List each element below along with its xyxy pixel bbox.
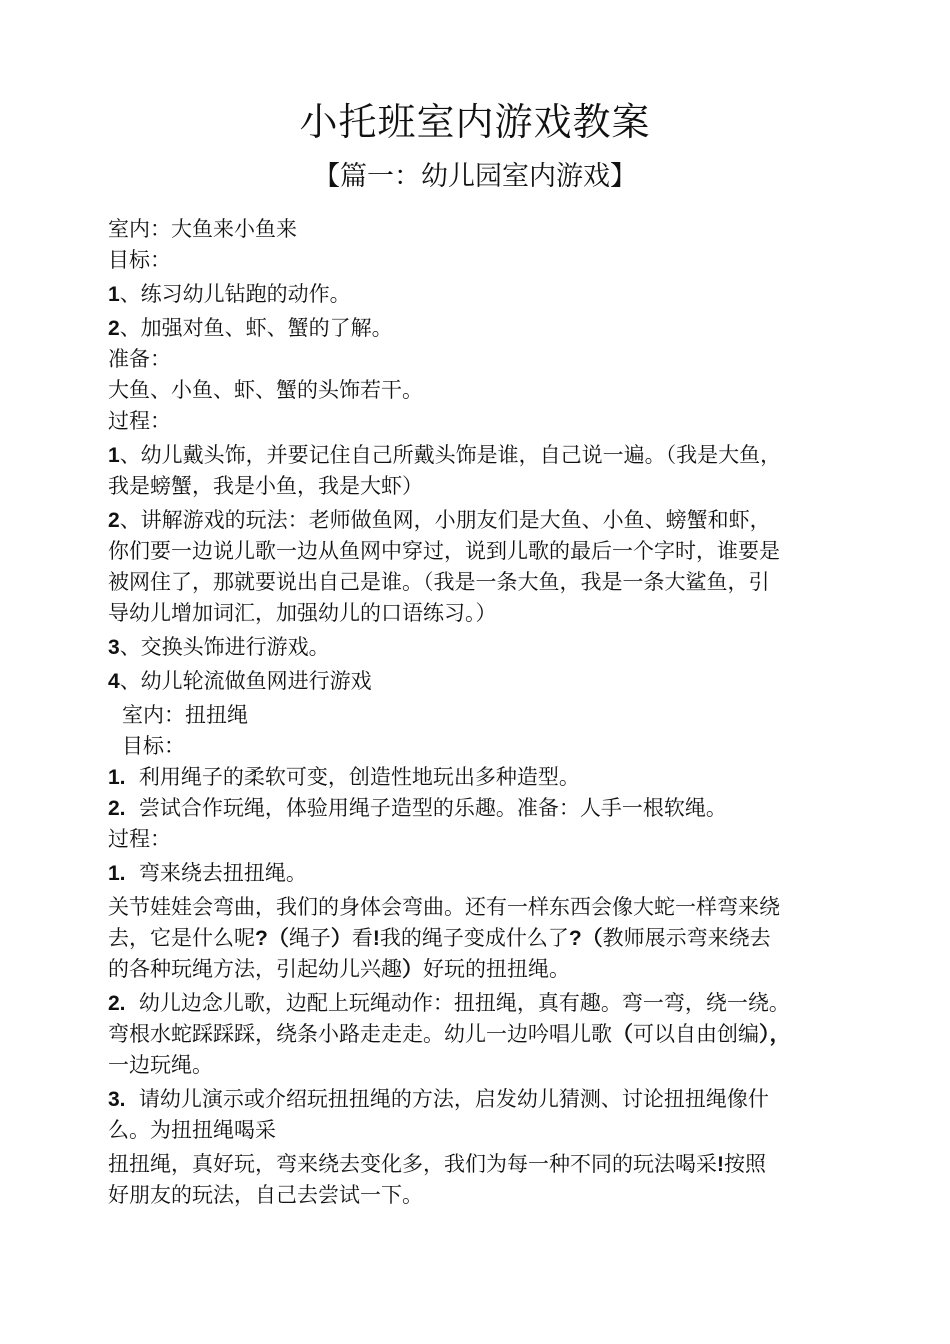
- document-title: 小托班室内游戏教案: [299, 100, 651, 144]
- game2-process-label: 过程：: [108, 827, 171, 851]
- text-run: 教师展示弯来绕去: [602, 926, 771, 950]
- document-subtitle: 【篇一：幼儿园室内游戏】: [313, 161, 637, 192]
- list-text: 利用绳子的柔软可变，创造性地玩出多种造型。: [138, 765, 580, 789]
- text-run: ），: [759, 1023, 791, 1046]
- game1-goal-label: 目标：: [108, 248, 171, 272]
- list-text: 尝试合作玩绳，体验用绳子造型的乐趣。准备：人手一根软绳。: [138, 796, 727, 820]
- list-number: 4: [108, 670, 120, 693]
- list-number: 1: [108, 283, 120, 306]
- list-text: 、幼儿轮流做鱼网进行游戏: [119, 669, 372, 693]
- text-run: 我的绳子变成什么了: [379, 926, 569, 950]
- list-number: 1: [108, 444, 120, 467]
- game1-step-2-cont: 导幼儿增加词汇，加强幼儿的口语练习。）: [108, 601, 497, 625]
- text-run: 好玩的扭扭绳。: [423, 957, 570, 981]
- text-run: 可以自由创编: [633, 1022, 759, 1046]
- text-run: 去，它是什么呢: [108, 926, 255, 950]
- list-text: 、讲解游戏的玩法：老师做鱼网，小朋友们是大鱼、小鱼、螃蟹和虾，: [119, 508, 771, 532]
- game2-paragraph-2: [108, 1149, 870, 1180]
- game1-prep-text: 大鱼、小鱼、虾、蟹的头饰若干。: [108, 378, 423, 402]
- game2-goal-2: [108, 793, 870, 824]
- game2-step-2-cont: [108, 1019, 870, 1050]
- game2-paragraph-1: 关节娃娃会弯曲，我们的身体会弯曲。还有一样东西会像大蛇一样弯来绕: [108, 895, 780, 919]
- game2-paragraph-2-cont: 好朋友的玩法，自己去尝试一下。: [108, 1183, 423, 1207]
- text-run: 扭扭绳，真好玩，弯来绕去变化多，我们为每一种不同的玩法喝采: [108, 1152, 717, 1176]
- game2-paragraph-1-cont: [108, 923, 870, 954]
- text-run: 弯根水蛇踩踩踩，绕条小路走走走。幼儿一边吟唱儿歌: [108, 1022, 612, 1046]
- game1-process-label: 过程：: [108, 409, 171, 433]
- list-text: 、交换头饰进行游戏。: [119, 635, 330, 659]
- document-body: [108, 214, 870, 1211]
- list-text: 、幼儿戴头饰，并要记住自己所戴头饰是谁，自己说一遍。（我是大鱼，: [119, 443, 782, 467]
- game1-step-4: [108, 666, 870, 697]
- list-number: 3: [108, 636, 120, 659]
- list-text: 请幼儿演示或介绍玩扭扭绳的方法，启发幼儿猜测、讨论扭扭绳像什: [138, 1087, 769, 1111]
- text-run: 按照: [724, 1152, 766, 1176]
- list-text: 幼儿边念儿歌，边配上玩绳动作：扭扭绳，真有趣。弯一弯，绕一绕。: [138, 991, 790, 1015]
- game1-prep-label: 准备：: [108, 347, 171, 371]
- game1-step-3: [108, 632, 870, 663]
- list-number: 1.: [108, 766, 126, 789]
- list-text: 弯来绕去扭扭绳。: [138, 861, 307, 885]
- list-number: 2.: [108, 797, 126, 820]
- game2-heading: 室内：扭扭绳: [122, 703, 248, 727]
- game1-goal-2: [108, 313, 870, 344]
- game1-step-2: [108, 505, 870, 536]
- game2-step-2-cont: 一边玩绳。: [108, 1053, 213, 1077]
- text-run: ?（: [255, 927, 289, 950]
- text-run: ）: [402, 958, 423, 981]
- text-run: 绳子: [288, 926, 331, 950]
- list-number: 1.: [108, 862, 126, 885]
- game2-step-3: [108, 1084, 870, 1115]
- text-run: 看: [351, 926, 373, 950]
- list-number: 2.: [108, 992, 126, 1015]
- text-run: 的各种玩绳方法，引起幼儿兴趣: [108, 957, 402, 981]
- game1-step-1-cont: 我是螃蟹，我是小鱼，我是大虾）: [108, 474, 423, 498]
- game1-goal-1: [108, 279, 870, 310]
- game2-step-1: [108, 858, 870, 889]
- game1-step-1: [108, 440, 870, 471]
- text-run: ）: [330, 927, 352, 950]
- list-text: 、练习幼儿钻跑的动作。: [119, 282, 351, 306]
- game1-heading: 室内：大鱼来小鱼来: [108, 217, 297, 241]
- game1-step-2-cont: 你们要一边说儿歌一边从鱼网中穿过，说到儿歌的最后一个字时，谁要是: [108, 539, 780, 563]
- list-text: 、加强对鱼、虾、蟹的了解。: [119, 316, 393, 340]
- list-number: 3.: [108, 1088, 126, 1111]
- game2-paragraph-1-cont: [108, 954, 870, 985]
- game2-goal-1: [108, 762, 870, 793]
- game2-goal-label: 目标：: [122, 734, 185, 758]
- game2-step-3-cont: 么。为扭扭绳喝采: [108, 1118, 276, 1142]
- game1-step-2-cont: 被网住了，那就要说出自己是谁。（我是一条大鱼，我是一条大鲨鱼，引: [108, 570, 770, 594]
- text-run: （: [612, 1023, 633, 1046]
- text-run: !: [717, 1153, 724, 1176]
- game2-step-2: [108, 988, 870, 1019]
- text-run: !: [372, 927, 380, 950]
- text-run: ?（: [568, 927, 603, 950]
- list-number: 2: [108, 317, 120, 340]
- list-number: 2: [108, 509, 120, 532]
